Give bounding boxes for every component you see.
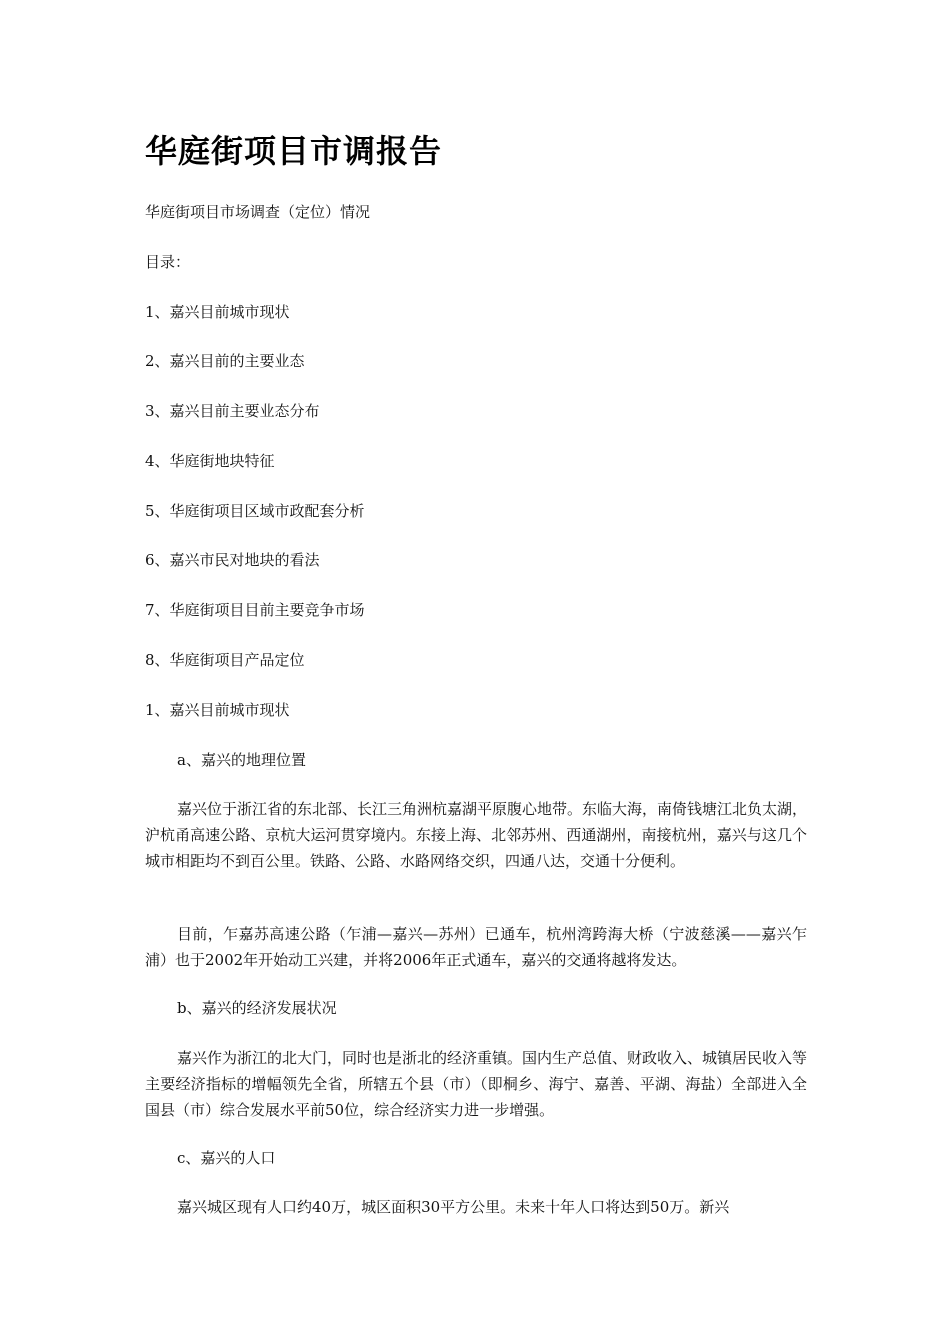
subsection-heading: c、嘉兴的人口 <box>177 1149 276 1167</box>
toc-item: 4、华庭街地块特征 <box>145 452 275 470</box>
subsection-heading: a、嘉兴的地理位置 <box>177 751 306 769</box>
toc-item: 3、嘉兴目前主要业态分布 <box>145 402 320 420</box>
section-heading: 1、嘉兴目前城市现状 <box>145 701 290 719</box>
document-subtitle: 华庭街项目市场调查（定位）情况 <box>145 203 371 221</box>
body-paragraph: 嘉兴城区现有人口约40万，城区面积30平方公里。未来十年人口将达到50万。新兴 <box>177 1198 730 1216</box>
toc-item: 2、嘉兴目前的主要业态 <box>145 352 305 370</box>
body-paragraph: 目前，乍嘉苏高速公路（乍浦—嘉兴—苏州）已通车，杭州湾跨海大桥（宁波慈溪——嘉兴乍浦）也于2002年开始动工兴建，并将2006年正式通车，嘉兴的交通将越将发达。 <box>145 925 807 969</box>
body-paragraph: 嘉兴位于浙江省的东北部、长江三角洲杭嘉湖平原腹心地带。东临大海，南倚钱塘江北负太湖，沪杭甬高速公路、京杭大运河贯穿境内。东接上海、北邻苏州、西通湖州，南接杭州，嘉兴与这几个城市相距均不到百公里。铁路、公路、水路网络交织，四通八达，交通十分便利。 <box>145 800 808 870</box>
body-paragraph: 嘉兴作为浙江的北大门，同时也是浙北的经济重镇。国内生产总值、财政收入、城镇居民收入等主要经济指标的增幅领先全省，所辖五个县（市）（即桐乡、海宁、嘉善、平湖、海盐）全部进入全国县（市）综合发展水平前50位，综合经济实力进一步增强。 <box>145 1049 808 1119</box>
toc-item: 8、华庭街项目产品定位 <box>145 651 305 669</box>
document-title: 华庭街项目市调报告 <box>145 132 443 170</box>
toc-item: 5、华庭街项目区域市政配套分析 <box>145 502 365 520</box>
toc-item: 1、嘉兴目前城市现状 <box>145 303 290 321</box>
toc-item: 6、嘉兴市民对地块的看法 <box>145 551 320 569</box>
toc-item: 7、华庭街项目目前主要竞争市场 <box>145 601 365 619</box>
toc-heading: 目录： <box>145 253 191 271</box>
subsection-heading: b、嘉兴的经济发展状况 <box>177 999 337 1017</box>
